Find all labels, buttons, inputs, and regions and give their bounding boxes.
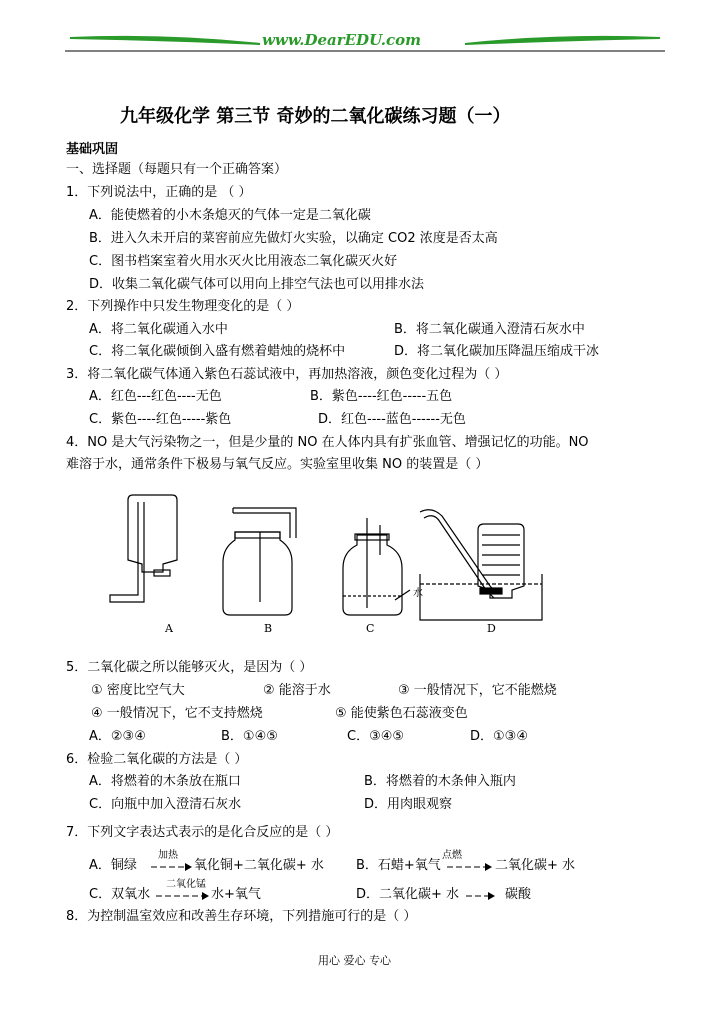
- q3-stem: 3．将二氧化碳气体通入紫色石蕊试液中，再加热溶液，颜色变化过程为（ ）: [66, 367, 508, 382]
- apparatus-a: [110, 495, 177, 602]
- q1-option-c: C．图书档案室着火用水灭火比用液态二氧化碳灭火好: [89, 254, 398, 269]
- q8-stem: 8．为控制温室效应和改善生存环境，下列措施可行的是（ ）: [66, 909, 417, 924]
- q6-option-b: B．将燃着的木条伸入瓶内: [364, 774, 516, 789]
- q4-stem-line2: 难溶于水，通常条件下极易与氧气反应。实验室里收集 NO 的装置是（ ）: [66, 457, 489, 472]
- apparatus-c: [343, 518, 410, 615]
- water-label: 水: [413, 588, 423, 599]
- q2-option-c: C．将二氧化碳倾倒入盛有燃着蜡烛的烧杯中: [89, 344, 346, 359]
- q1-stem: 1．下列说法中，正确的是 （ ）: [66, 185, 252, 200]
- q5-item-4: ④ 一般情况下，它不支持燃烧: [91, 706, 263, 721]
- q7-a-reactant: A．铜绿: [89, 858, 137, 873]
- right-swoosh: [465, 37, 660, 44]
- q7-c-reactant: C．双氧水: [89, 887, 151, 902]
- q5-item-1: ① 密度比空气大: [91, 683, 185, 698]
- q7-b-arrow: [447, 862, 493, 872]
- q1-option-d: D．收集二氧化碳气体可以用向上排空气法也可以用排水法: [89, 277, 425, 292]
- q7-b-reactant: B．石蜡+氧气: [356, 858, 441, 873]
- q2-stem: 2．下列操作中只发生物理变化的是（ ）: [66, 299, 300, 314]
- q3-option-a: A．红色---红色----无色: [89, 389, 222, 404]
- q5-option-a: A．②③④: [89, 729, 146, 744]
- q7-c-arrow: [156, 891, 210, 901]
- apparatus-d: [420, 510, 542, 620]
- q7-a-condition: 加热: [158, 850, 178, 861]
- footer-text: 用心 爱心 专心: [318, 954, 391, 967]
- q5-item-2: ② 能溶于水: [263, 683, 331, 698]
- q6-option-a: A．将燃着的木条放在瓶口: [89, 774, 241, 789]
- q1-option-b: B．进入久未开启的菜窖前应先做灯火实验，以确定 CO2 浓度是否太高: [89, 231, 498, 246]
- q4-stem-line1: 4．NO 是大气污染物之一，但是少量的 NO 在人体内具有扩张血管、增强记忆的功能。NO: [66, 435, 589, 450]
- label-a: A: [165, 622, 173, 635]
- q2-option-d: D．将二氧化碳加压降温压缩成干冰: [394, 344, 600, 359]
- q5-stem: 5．二氧化碳之所以能够灭火，是因为（ ）: [66, 660, 313, 675]
- q5-option-b: B．①④⑤: [221, 729, 278, 744]
- q2-option-b: B．将二氧化碳通入澄清石灰水中: [394, 322, 585, 337]
- q5-item-5: ⑤ 能使紫色石蕊液变色: [335, 706, 468, 721]
- q6-stem: 6．检验二氧化碳的方法是（ ）: [66, 752, 248, 767]
- page-title: 九年级化学 第三节 奇妙的二氧化碳练习题（一）: [120, 106, 511, 127]
- section-heading: 基础巩固: [66, 142, 119, 157]
- q7-b-product: 二氧化碳+ 水: [495, 858, 576, 873]
- q3-option-b: B．紫色----红色-----五色: [310, 389, 453, 404]
- q7-c-product: 水+氧气: [211, 887, 261, 902]
- q5-option-c: C．③④⑤: [347, 729, 405, 744]
- q7-a-product: 氧化铜+二氧化碳+ 水: [194, 858, 324, 873]
- apparatus-figure: [100, 490, 550, 640]
- q7-c-condition: 二氧化锰: [166, 879, 206, 890]
- label-b: B: [264, 622, 273, 635]
- q7-d-reactant: D．二氧化碳+ 水: [356, 887, 460, 902]
- q1-option-a: A．能使燃着的小木条熄灭的气体一定是二氧化碳: [89, 208, 371, 223]
- label-d: D: [487, 622, 496, 635]
- q3-option-d: D．红色----蓝色------无色: [318, 412, 466, 427]
- part-heading: 一、选择题（每题只有一个正确答案）: [66, 162, 288, 177]
- q3-option-c: C．紫色----红色-----紫色: [89, 412, 232, 427]
- q7-d-arrow: [466, 891, 496, 901]
- q2-option-a: A．将二氧化碳通入水中: [89, 322, 228, 337]
- left-swoosh: [70, 37, 260, 44]
- apparatus-b: [223, 508, 296, 615]
- site-name: www.DearEDU.com: [262, 31, 422, 49]
- q6-option-c: C．向瓶中加入澄清石灰水: [89, 797, 242, 812]
- q7-b-condition: 点燃: [442, 850, 462, 861]
- label-c: C: [366, 622, 375, 635]
- q5-option-d: D．①③④: [470, 729, 528, 744]
- q5-item-3: ③ 一般情况下，它不能燃烧: [398, 683, 557, 698]
- q7-d-product: 碳酸: [505, 887, 532, 902]
- q6-option-d: D．用肉眼观察: [364, 797, 453, 812]
- q7-a-arrow: [151, 862, 193, 872]
- q7-stem: 7．下列文字表达式表示的是化合反应的是（ ）: [66, 825, 339, 840]
